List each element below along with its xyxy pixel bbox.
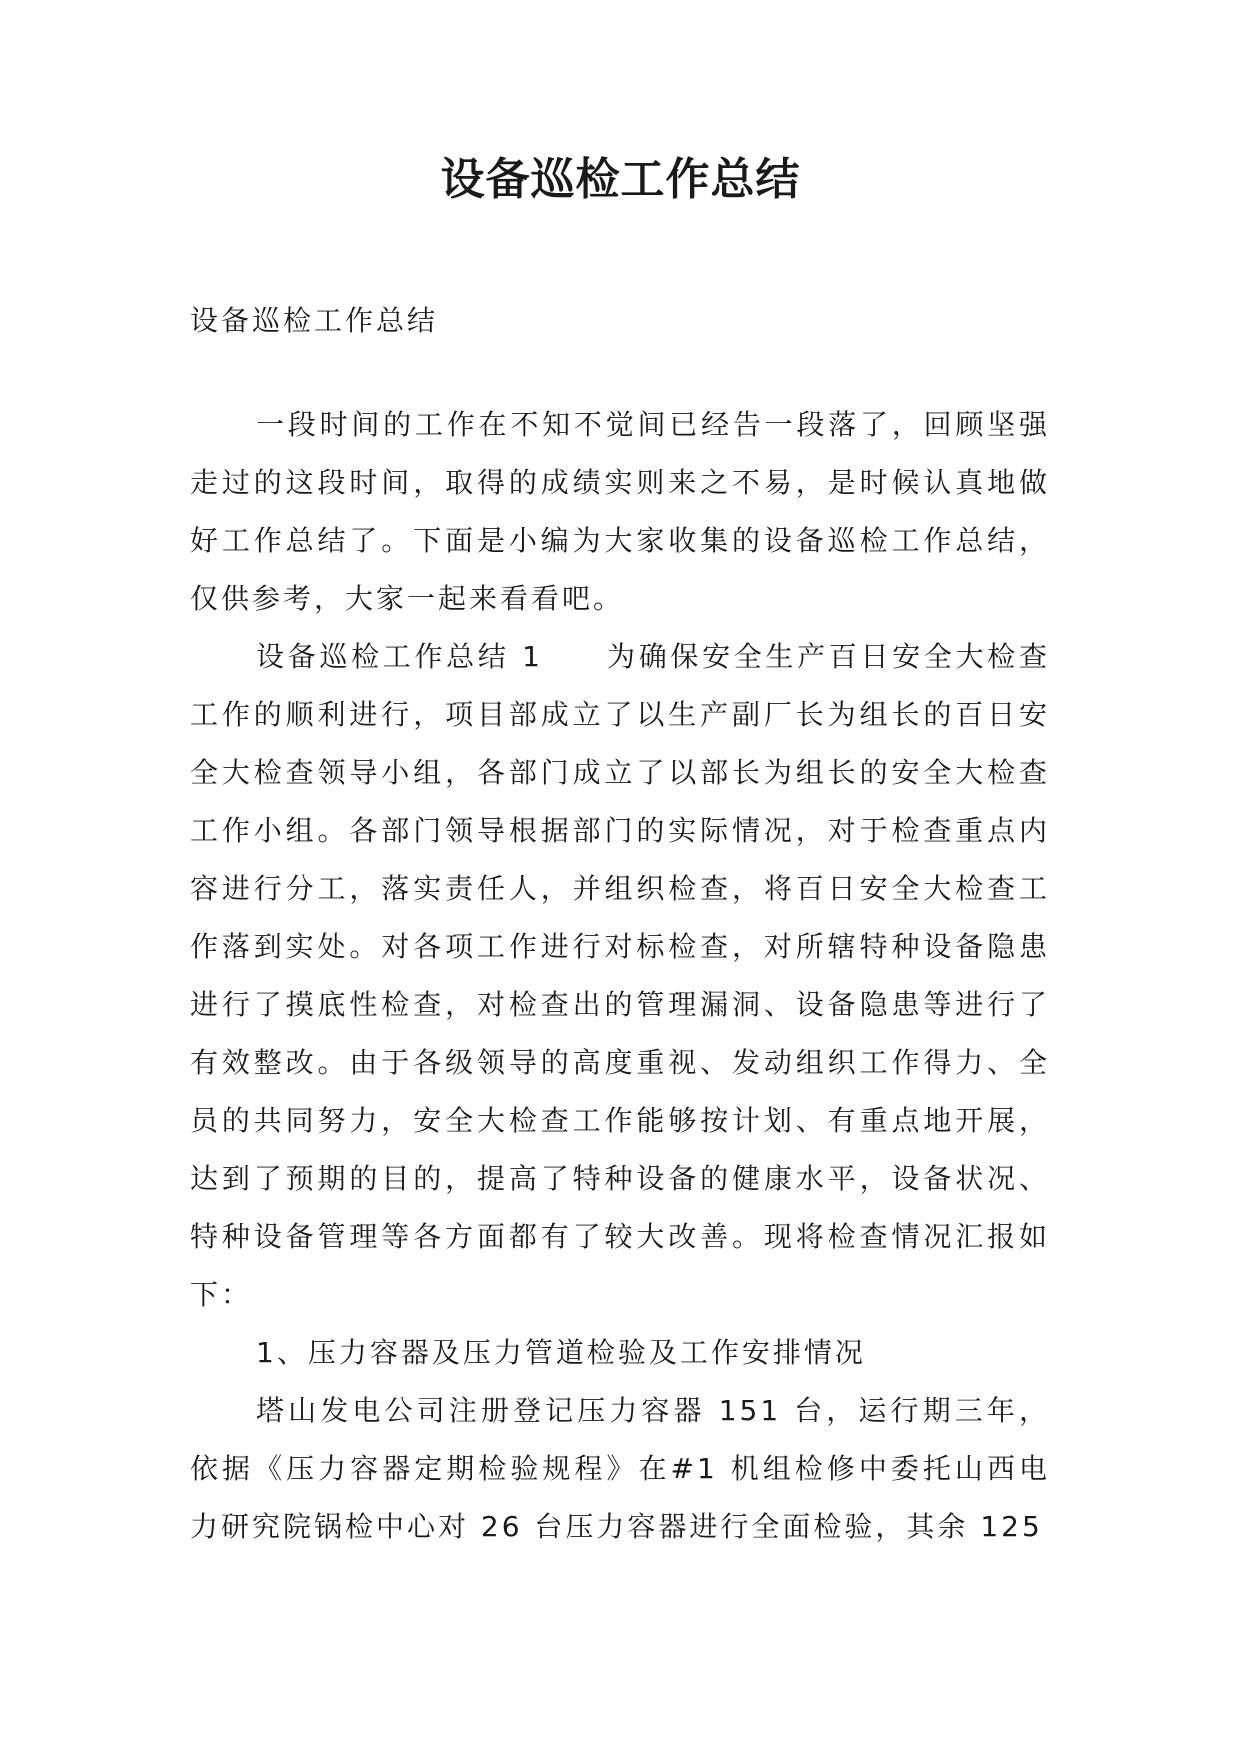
paragraph-summary-1: 设备巡检工作总结 1 为确保安全生产百日安全大检查工作的顺利进行，项目部成立了以生产副厂长为组长的百日安全大检查领导小组，各部门成立了以部长为组长的安全大检查工作小组。各部门领导根据部门的实际情况，对于检查重点内容进行分工，落实责任人，并组织检查，将百日安全大检查工作落到实处。对各项工作进行对标检查，对所辖特种设备隐患进行了摸底性检查，对检查出的管理漏洞、设备隐患等进行了有效整改。由于各级领导的高度重视、发动组织工作得力、全员的共同努力，安全大检查工作能够按计划、有重点地开展，达到了预期的目的，提高了特种设备的健康水平，设备状况、特种设备管理等各方面都有了较大改善。现将检查情况汇报如下： [190,640,1050,1311]
document-body [190,292,1050,1556]
document-subtitle: 设备巡检工作总结 [190,304,439,337]
paragraph-intro: 一段时间的工作在不知不觉间已经告一段落了，回顾坚强走过的这段时间，取得的成绩实则来之不易，是时候认真地做好工作总结了。下面是小编为大家收集的设备巡检工作总结，仅供参考，大家一起来看看吧。 [190,408,1050,615]
paragraph-pressure-vessels: 塔山发电公司注册登记压力容器 151 台，运行期三年，依据《压力容器定期检验规程》在#1 机组检修中委托山西电力研究院锅检中心对 26 台压力容器进行全面检验，其余 125 [190,1394,1050,1543]
section-heading-1: 1、压力容器及压力管道检验及工作安排情况 [256,1336,866,1369]
document-title: 设备巡检工作总结 [440,154,801,205]
